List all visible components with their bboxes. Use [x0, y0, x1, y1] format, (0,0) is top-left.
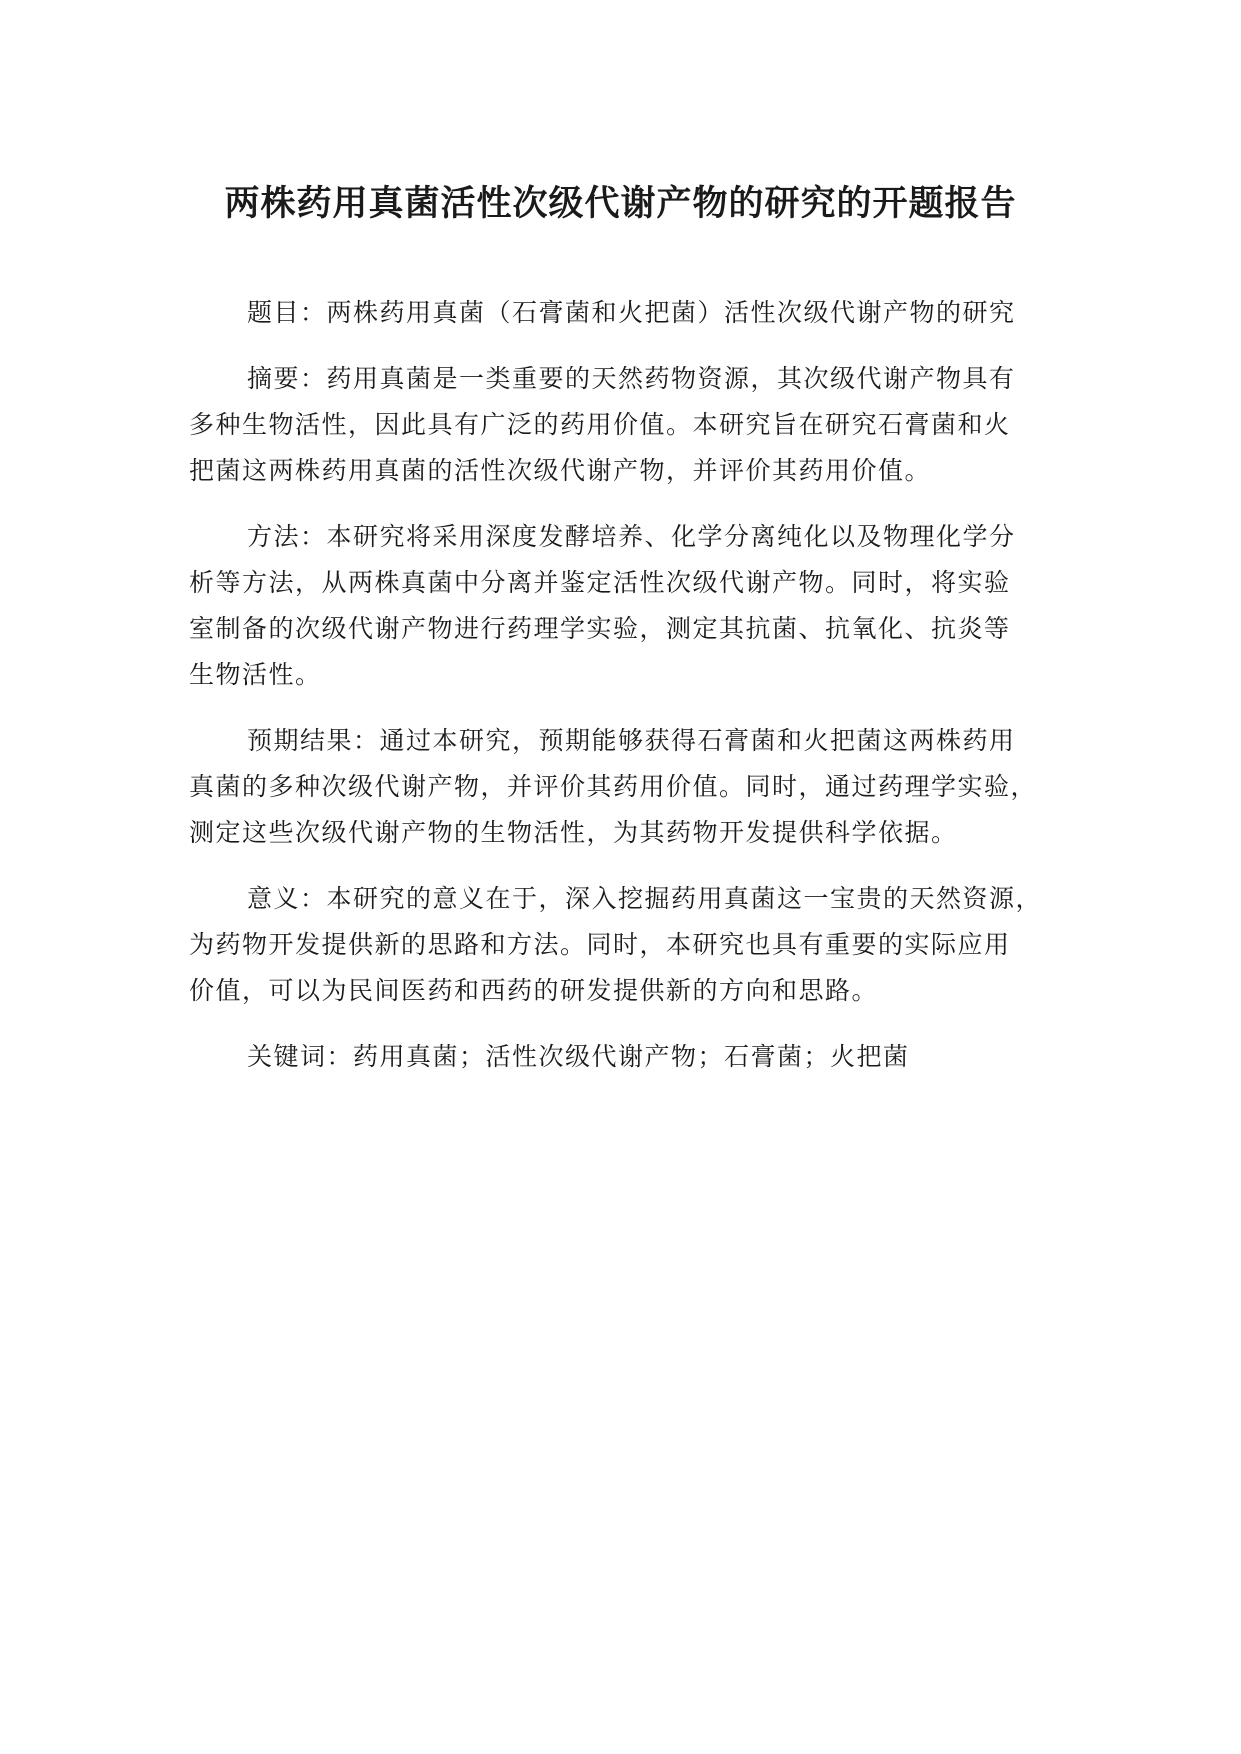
paragraph-line: 题目：两株药用真菌（石膏菌和火把菌）活性次级代谢产物的研究: [247, 298, 1016, 327]
paragraph-line: 析等方法，从两株真菌中分离并鉴定活性次级代谢产物。同时，将实验: [189, 568, 1011, 597]
paragraph-line: 价值，可以为民间医药和西药的研发提供新的方向和思路。: [189, 976, 879, 1005]
paragraph-line: 摘要：药用真菌是一类重要的天然药物资源，其次级代谢产物具有: [247, 364, 1016, 393]
paragraph-line: 真菌的多种次级代谢产物，并评价其药用价值。同时，通过药理学实验，: [189, 772, 1038, 801]
paragraph-line: 生物活性。: [189, 660, 322, 689]
paragraph-line: 多种生物活性，因此具有广泛的药用价值。本研究旨在研究石膏菌和火: [189, 410, 1011, 439]
paragraph-topic: [189, 290, 1049, 336]
paragraph-significance: [189, 876, 1049, 1014]
paragraph-keywords: [189, 1034, 1049, 1080]
paragraph-line: 意义：本研究的意义在于，深入挖掘药用真菌这一宝贵的天然资源，: [247, 884, 1043, 913]
paragraph-line: 室制备的次级代谢产物进行药理学实验，测定其抗菌、抗氧化、抗炎等: [189, 614, 1011, 643]
paragraph-line: 关键词：药用真菌；活性次级代谢产物；石膏菌；火把菌: [247, 1042, 910, 1071]
document-body: [189, 290, 1049, 1100]
paragraph-line: 方法：本研究将采用深度发酵培养、化学分离纯化以及物理化学分: [247, 522, 1016, 551]
paragraph-expected-results: [189, 718, 1049, 856]
paragraph-line: 预期结果：通过本研究，预期能够获得石膏菌和火把菌这两株药用: [247, 726, 1016, 755]
paragraph-line: 把菌这两株药用真菌的活性次级代谢产物，并评价其药用价值。: [189, 456, 932, 485]
document-title: 两株药用真菌活性次级代谢产物的研究的开题报告: [224, 184, 1017, 224]
paragraph-line: 测定这些次级代谢产物的生物活性，为其药物开发提供科学依据。: [189, 818, 958, 847]
paragraph-abstract: [189, 356, 1049, 494]
paragraph-line: 为药物开发提供新的思路和方法。同时，本研究也具有重要的实际应用: [189, 930, 1011, 959]
paragraph-method: [189, 514, 1049, 698]
